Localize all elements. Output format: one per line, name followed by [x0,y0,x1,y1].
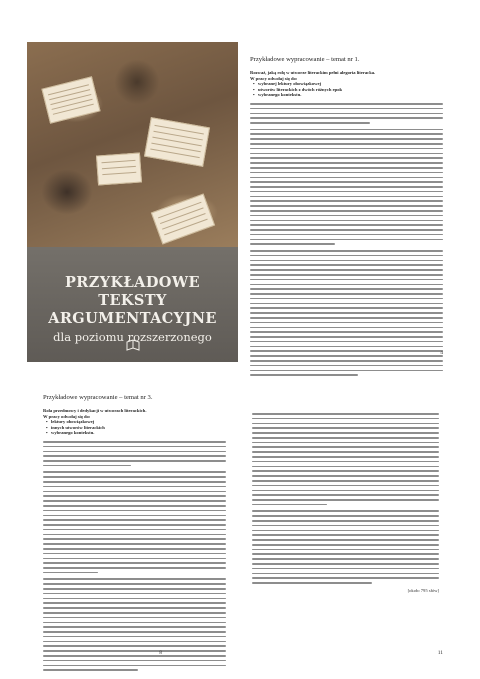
top-spread [27,42,453,362]
page-number: 11 [437,650,443,656]
essay-prompt-sub: W pracy odwołaj się do: [250,75,298,81]
prompt-bullet: • innych utworów literackich [43,425,226,431]
page-title: Przykładowe wypracowanie – temat nr 1. [250,56,360,63]
page-number: 8 [159,650,162,656]
essay-paragraph [252,510,439,583]
essay-paragraph [43,471,226,573]
essay-prompt: Rozważ, jaką rolę w utworze literackim pełni alegoria literacka. [250,70,376,75]
prompt-bullet: • lektury obowiązkowej [43,419,226,425]
page-title: Przykładowe wypracowanie – temat nr 3. [43,394,153,401]
word-count-note: [około 795 słów] [407,587,439,593]
book-cover [27,42,238,362]
prompt-bullet: • utworów literackich z dwóch różnych epok [250,87,443,93]
bottom-spread [27,380,453,672]
essay-paragraph [252,413,439,505]
publisher-logo-icon [125,339,141,352]
essay-paragraph [250,103,443,124]
cover-subtitle: dla poziomu rozszerzonego [53,330,212,344]
open-book-illustration [96,153,142,186]
prompt-bullet: • wybranego kontekstu. [250,92,443,98]
essay-prompt-sub: W pracy odwołaj się do: [43,413,91,419]
sample-page-right [240,380,453,672]
cover-title-band [27,247,238,362]
essay-prompt: Rola przedmowy i dedykacji w utworach literackich. [43,408,147,413]
sample-page-top [238,42,453,362]
open-book-illustration [144,117,210,167]
page-number: 4 [440,350,443,356]
essay-paragraph [250,129,443,245]
essay-paragraph [43,441,226,467]
essay-paragraph [250,250,443,376]
cover-photo [27,42,238,247]
essay-paragraph [43,578,226,670]
open-book-illustration [41,76,100,124]
prompt-bullet: • wybranej lektury obowiązkowej [250,81,443,87]
prompt-bullet: • wybranego kontekstu. [43,430,226,436]
cover-title-line1: PRZYKŁADOWE [65,274,200,291]
sample-page-left [27,380,240,672]
cover-title-line2: TEKSTY ARGUMENTACYJNE [48,292,217,327]
open-book-illustration [151,193,215,244]
